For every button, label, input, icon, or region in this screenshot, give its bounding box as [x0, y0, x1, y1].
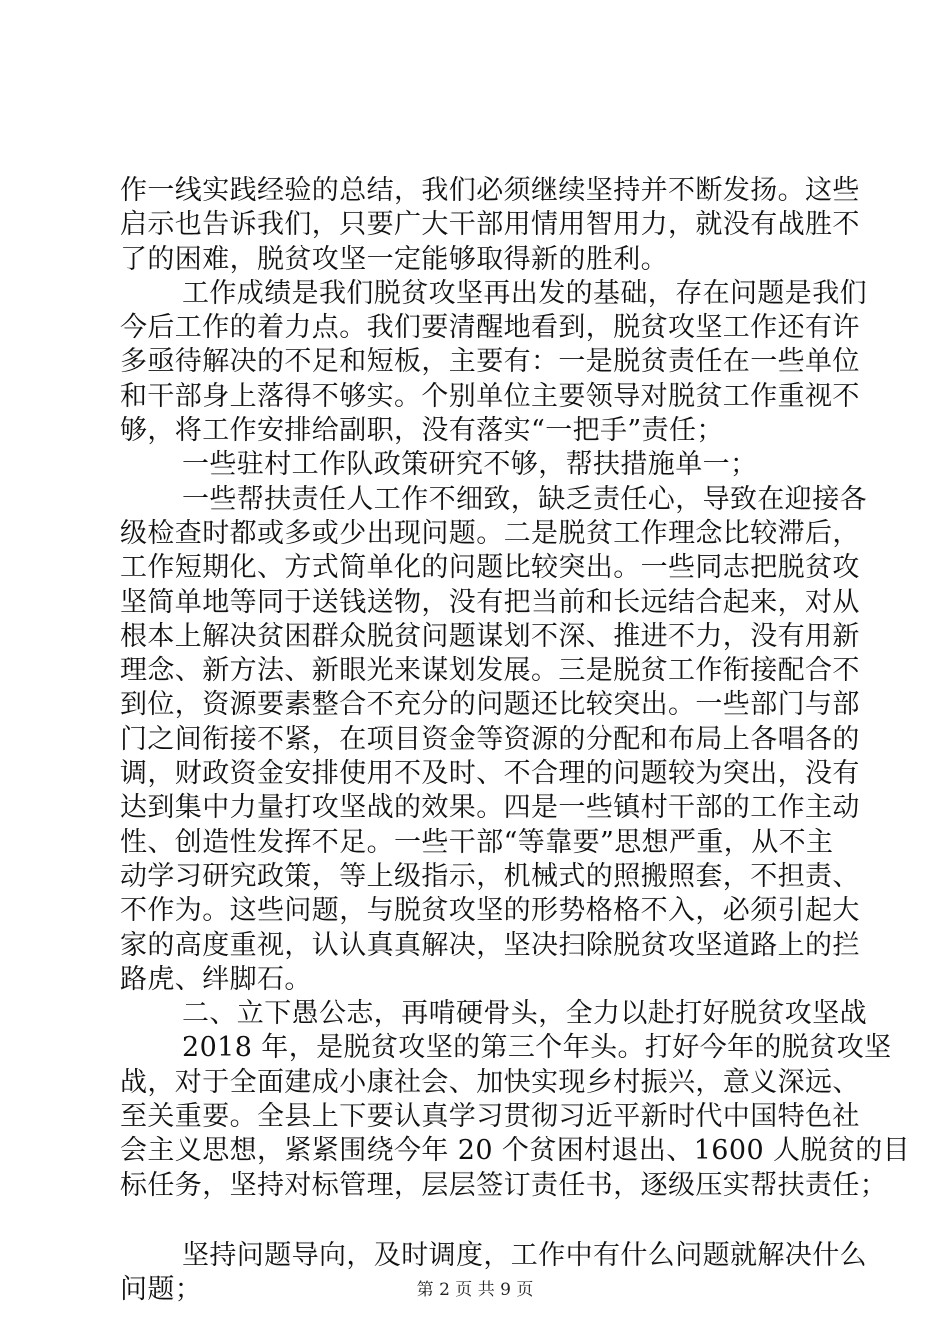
text-line: 至关重要。全县上下要认真学习贯彻习近平新时代中国特色社	[120, 1101, 860, 1133]
text-line: 战，对于全面建成小康社会、加快实现乡村振兴，意义深远、	[120, 1066, 860, 1098]
paragraph-start-line: 一些驻村工作队政策研究不够，帮扶措施单一；	[182, 449, 758, 481]
paragraph-start-line: 2018 年，是脱贫攻坚的第三个年头。打好今年的脱贫攻坚	[182, 1032, 892, 1064]
text-line: 路虎、绊脚石。	[120, 963, 312, 995]
text-line: 今后工作的着力点。我们要清醒地看到，脱贫攻坚工作还有许	[120, 312, 860, 344]
text-line: 门之间衔接不紧，在项目资金等资源的分配和布局上各唱各的	[120, 723, 860, 755]
text-line: 动学习研究政策，等上级指示，机械式的照搬照套，不担责、	[120, 860, 860, 892]
text-line: 了的困难，脱贫攻坚一定能够取得新的胜利。	[120, 243, 668, 275]
text-line: 性、创造性发挥不足。一些干部“等靠要”思想严重，从不主	[120, 826, 834, 858]
paragraph-gap	[120, 1203, 840, 1239]
text-line: 达到集中力量打攻坚战的效果。四是一些镇村干部的工作主动	[120, 792, 860, 824]
text-line: 调，财政资金安排使用不及时、不合理的问题较为突出，没有	[120, 758, 860, 790]
text-line: 理念、新方法、新眼光来谋划发展。三是脱贫工作衔接配合不	[120, 655, 860, 687]
section-heading: 二、立下愚公志，再啃硬骨头，全力以赴打好脱贫攻坚战	[182, 998, 867, 1030]
text-line: 够，将工作安排给副职，没有落实“一把手”责任；	[120, 415, 724, 447]
text-line: 作一线实践经验的总结，我们必须继续坚持并不断发扬。这些	[120, 175, 860, 206]
text-line: 级检查时都或多或少出现问题。二是脱贫工作理念比较滞后，	[120, 517, 860, 549]
text-line: 标任务，坚持对标管理，层层签订责任书，逐级压实帮扶责任；	[120, 1169, 888, 1201]
document-body	[120, 174, 911, 1308]
text-line: 家的高度重视，认认真真解决，坚决扫除脱贫攻坚道路上的拦	[120, 929, 860, 961]
paragraph-start-line: 工作成绩是我们脱贫攻坚再出发的基础，存在问题是我们	[182, 277, 867, 309]
text-line: 根本上解决贫困群众脱贫问题谋划不深、推进不力，没有用新	[120, 620, 860, 652]
text-line: 多亟待解决的不足和短板，主要有：一是脱贫责任在一些单位	[120, 346, 860, 378]
text-line: 启示也告诉我们，只要广大干部用情用智用力，就没有战胜不	[120, 209, 860, 241]
paragraph-start-line: 一些帮扶责任人工作不细致，缺乏责任心，导致在迎接各	[182, 483, 867, 515]
text-line: 到位，资源要素整合不充分的问题还比较突出。一些部门与部	[120, 689, 860, 721]
text-line: 坚简单地等同于送钱送物，没有把当前和长远结合起来，对从	[120, 586, 860, 618]
text-line: 工作短期化、方式简单化的问题比较突出。一些同志把脱贫攻	[120, 552, 860, 584]
text-line: 不作为。这些问题，与脱贫攻坚的形势格格不入，必须引起大	[120, 895, 860, 927]
page-number-footer: 第 2 页 共 9 页	[416, 1280, 534, 1300]
text-line: 问题；	[120, 1274, 203, 1306]
text-line: 和干部身上落得不够实。个别单位主要领导对脱贫工作重视不	[120, 380, 860, 412]
paragraph-start-line: 坚持问题导向，及时调度，工作中有什么问题就解决什么	[182, 1239, 867, 1271]
text-line: 会主义思想，紧紧围绕今年 20 个贫困村退出、1600 人脱贫的目	[120, 1135, 911, 1167]
